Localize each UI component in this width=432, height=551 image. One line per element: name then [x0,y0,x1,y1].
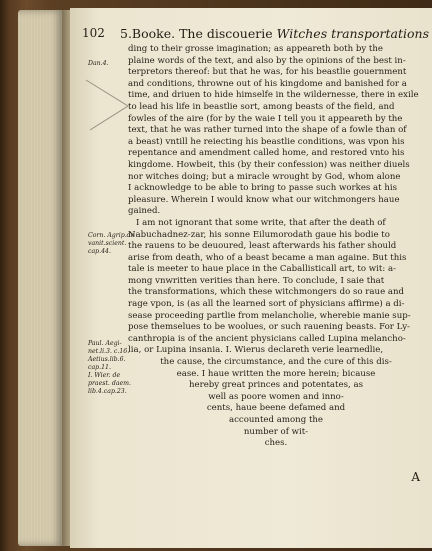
text-line: I am not ignorant that some write, that after the death of [136,217,386,228]
signature-mark: A [411,470,420,484]
text-line: the transformations, which these witchmongers do so raue and [128,287,405,298]
text-line: repentance and amendment called home, and restored vnto his [128,148,405,159]
paragraph-1 [128,44,424,218]
text-line: sease proceeding partlie from melancholie, wherebie manie sup- [128,310,411,321]
text-line: number of wit- [243,426,309,437]
text-line: hereby great princes and potentates, as [188,380,363,391]
text-line: to lead his life in beastlie sort, among beasts of the field, and [128,101,395,112]
text-line: ding to their grosse imagination; as appeareth both by the [128,44,383,54]
margin-note-line: cap.11. [88,364,111,371]
title-roman: The discouerie [179,26,273,41]
text-line: arise from death, who of a beast became a man againe. But this [128,252,407,263]
text-line: the cause, the circumstance, and the cure of this dis- [160,357,392,368]
margin-note-line: cap.44. [88,248,111,255]
text-line: kingdome. Howbeit, this (by their confession) was neither diuels [128,159,410,170]
margin-note-line: I. Wier. de [88,372,121,379]
text-line: lia, or Lupina insania. I. Wierus declareth verie learnedlie, [128,345,384,356]
text-line: and conditions, throwne out of his kingdome and banished for a [128,78,407,89]
text-line: I acknowledge to be able to bring to passe such workes at his [128,183,398,194]
text-line: mong vnwritten verities than here. To conclude, I saie that [128,275,385,286]
text-line: pleasure. Wherein I would know what our witchmongers haue [128,194,400,205]
text-line: pose themselues to be woolues, or such rauening beasts. For Ly- [128,322,410,333]
main-text [128,44,424,450]
book-cover-edge [0,0,10,551]
margin-note-line: Corn. Agrip.de [88,232,135,239]
margin-note-line: lib.4.cap.23. [88,388,127,395]
margin-note-line: Aetius.lib.6. [88,356,126,363]
text-line: canthropia is of the ancient physicians called Lupina melancho- [128,333,406,344]
text-line: the rauens to be deuoured, least afterwards his father should [128,241,397,252]
text-line: time, and driuen to hide himselfe in the wildernesse, there in exile [128,90,419,101]
margin-note-line: vanit.scient. [88,240,127,247]
text-line: cents, haue beene defamed and [206,403,346,414]
text-line: ches. [264,438,288,449]
text-line: text, that he was rather turned into the shape of a fowle than of [128,125,407,136]
text-line: a beast) vntill he reiecting his beastlie conditions, was vpon his [128,136,405,147]
paragraph-2 [128,218,424,450]
text-line: gained. [128,206,161,217]
text-line: fowles of the aire (for by the waie I tell you it appeareth by the [128,113,403,124]
text-line: nor witches doing; but a miracle wrought by God, whom alone [128,171,401,182]
title-italic: Witches transportations [276,26,430,41]
text-line: well as poore women and inno- [208,391,344,402]
book-label: 5.Booke. [120,26,176,41]
book-page [70,8,432,548]
text-line: Nabuchadnez-zar, his sonne Eilumorodath gaue his bodie to [128,229,390,240]
text-line: ease. I haue written the more herein; bicause [176,368,376,379]
page-block-edges [18,10,64,546]
margin-note-line: Paul. Aegi- [88,340,122,347]
text-line: plaine words of the text, and also by the opinions of the best in- [128,55,406,66]
text-line: accounted among the [228,415,324,425]
text-line: tale is meeter to haue place in the Caballisticall art, to wit: a- [128,264,396,275]
running-title [120,26,429,41]
text-line: terpretors thereof: but that he was, for his beastlie gouernment [128,67,407,78]
running-header [82,26,432,44]
page-number: 102 [82,26,105,40]
margin-note-line: net.li.3. c.16. [88,348,130,355]
text-line: rage vpon, is (as all the learned sort of physicians affirme) a di- [128,299,405,310]
margin-note-line: praest. daem. [88,380,132,387]
margin-note-line: Dan.4. [88,60,109,67]
